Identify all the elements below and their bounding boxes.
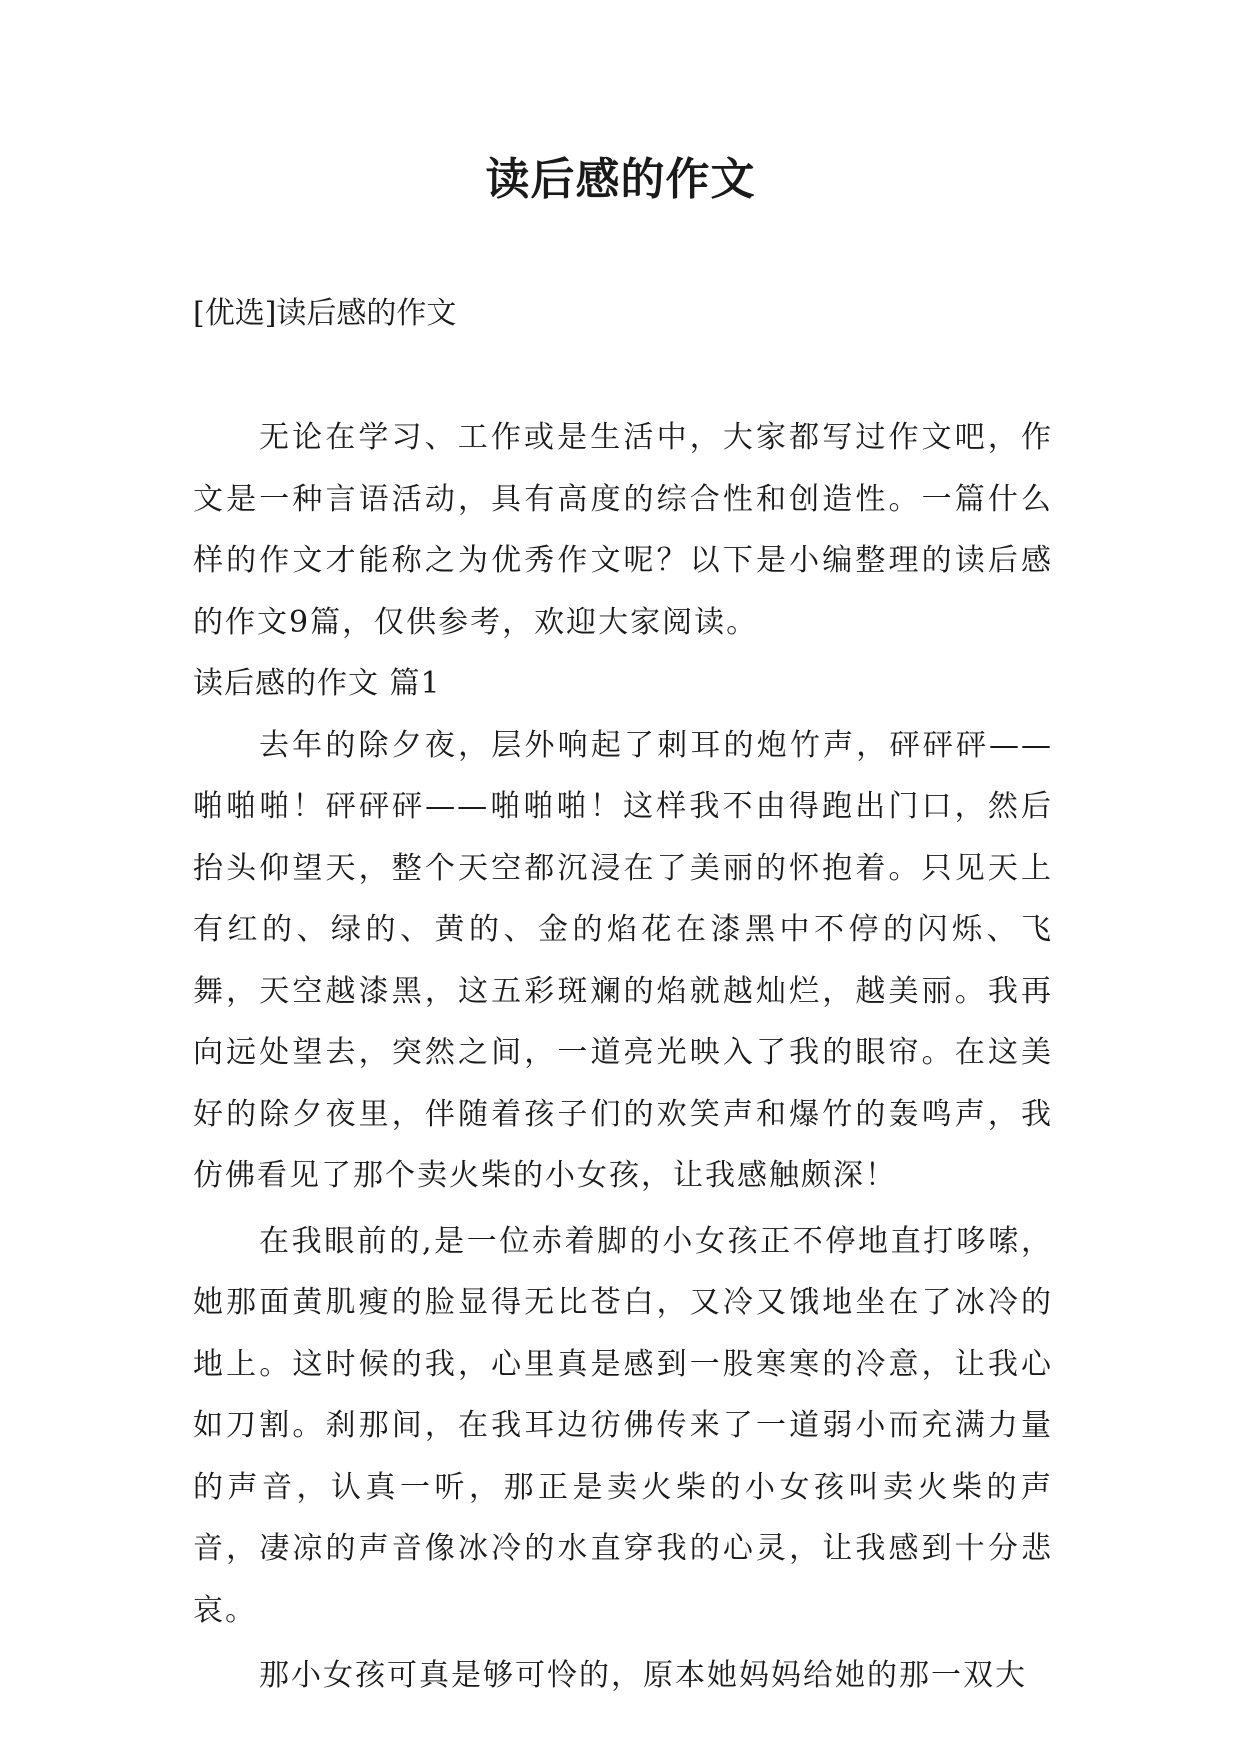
intro-paragraph: 无论在学习、工作或是生活中，大家都写过作文吧，作文是一种言语活动，具有高度的综合性和创造性。一篇什么样的作文才能称之为优秀作文呢？以下是小编整理的读后感的作文9篇，仅供参考，欢迎大家阅读。: [193, 420, 1053, 640]
document-body: [193, 407, 1053, 1707]
document-subtitle: [优选]读后感的作文: [193, 296, 457, 331]
body-paragraph-3: 那小女孩可真是够可怜的，原本她妈妈给她的那一双大: [259, 1658, 1027, 1693]
document-title: 读后感的作文: [485, 154, 756, 205]
section-heading: 读后感的作文 篇1: [193, 666, 441, 701]
body-paragraph-1: 去年的除夕夜，层外响起了刺耳的炮竹声，砰砰砰——啪啪啪！砰砰砰——啪啪啪！这样我不由得跑出门口，然后抬头仰望天，整个天空都沉浸在了美丽的怀抱着。只见天上有红的、绿的、黄的、金的焰花在漆黑中不停的闪烁、飞舞，天空越漆黑，这五彩斑斓的焰就越灿烂，越美丽。我再向远处望去，突然之间，一道亮光映入了我的眼帘。在这美好的除夕夜里，伴随着孩子们的欢笑声和爆竹的轰鸣声，我仿佛看见了那个卖火柴的小女孩，让我感触颇深！: [193, 727, 1053, 1193]
body-paragraph-2: 在我眼前的,是一位赤着脚的小女孩正不停地直打哆嗦，她那面黄肌瘦的脸显得无比苍白，又冷又饿地坐在了冰冷的地上。这时候的我，心里真是感到一股寒寒的冷意，让我心如刀割。刹那间，在我耳边彷佛传来了一道弱小而充满力量的声音，认真一听，那正是卖火柴的小女孩叫卖火柴的声音，凄凉的声音像冰冷的水直穿我的心灵，让我感到十分悲哀。: [193, 1223, 1053, 1628]
